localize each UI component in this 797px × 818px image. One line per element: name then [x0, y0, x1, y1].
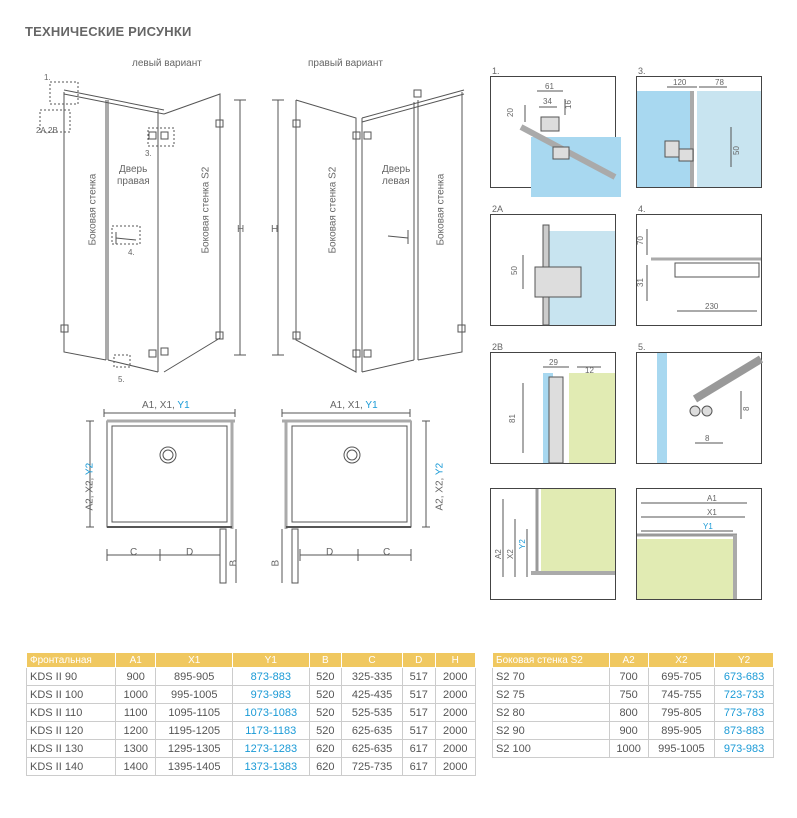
side-wall-table-header: [493, 653, 774, 668]
table-cell: 895-905: [156, 668, 233, 686]
right-variant-label: правый вариант: [308, 58, 383, 69]
col-header: Фронтальная: [27, 653, 116, 668]
d5-n8a: 8: [742, 406, 751, 411]
door-left-label-1: Дверь: [382, 164, 411, 175]
detail-3-id: 3.: [638, 66, 646, 76]
table-cell: 520: [309, 722, 342, 740]
table-cell: 617: [402, 758, 435, 776]
col-header: X2: [648, 653, 714, 668]
right-plan-a2x2-label: A2, X2, Y2: [434, 462, 446, 511]
table-cell: 900: [609, 722, 648, 740]
table-row: [493, 740, 774, 758]
table-cell: 1000: [116, 686, 156, 704]
door-right-label-2: правая: [117, 176, 150, 187]
table-cell: 750: [609, 686, 648, 704]
detail-4-id: 4.: [638, 204, 646, 214]
left-plan-a1x1-label: A1, X1, Y1: [142, 400, 190, 411]
d5-n8b: 8: [705, 434, 710, 443]
d4-n31: 31: [636, 278, 645, 287]
table-cell: 1300: [116, 740, 156, 758]
d7-y1: Y1: [703, 522, 713, 531]
table-cell: 673-683: [715, 668, 774, 686]
table-cell: 1000: [609, 740, 648, 758]
callout-3: 3.: [145, 149, 152, 158]
right-plan-drawing: [270, 405, 440, 595]
table-cell: 700: [609, 668, 648, 686]
side-wall-table: [492, 652, 774, 758]
right-plan-a1x1-label: A1, X1, Y1: [330, 400, 378, 411]
left-plan-d-label: D: [186, 547, 194, 558]
table-cell: 2000: [435, 758, 475, 776]
detail-2b-box: [490, 352, 616, 464]
table-cell: 1295-1305: [156, 740, 233, 758]
right-plan-b-label: B: [270, 559, 282, 567]
right-side-wall-label: Боковая стенка: [435, 173, 447, 246]
d3-n120: 120: [673, 78, 687, 87]
table-row: [493, 704, 774, 722]
d4-n70: 70: [636, 236, 645, 245]
d6-x2: X2: [506, 549, 515, 559]
table-cell: 795-805: [648, 704, 714, 722]
left-plan-drawing: [80, 405, 250, 595]
table-row: [27, 686, 476, 704]
table-cell: 973-983: [715, 740, 774, 758]
table-cell: 425-435: [342, 686, 403, 704]
table-row: [27, 704, 476, 722]
table-row: [27, 722, 476, 740]
d6-y2: Y2: [518, 539, 527, 549]
table-cell: 1373-1383: [233, 758, 310, 776]
table-cell: 517: [402, 722, 435, 740]
detail-2a-box: [490, 214, 616, 326]
d7-x1: X1: [707, 508, 717, 517]
left-plan-b-label: B: [228, 559, 240, 567]
d6-a2: A2: [494, 549, 503, 559]
door-right-label-1: Дверь: [119, 164, 148, 175]
col-header: Y1: [233, 653, 310, 668]
table-cell: 1095-1105: [156, 704, 233, 722]
table-cell: KDS II 100: [27, 686, 116, 704]
table-cell: 2000: [435, 740, 475, 758]
table-cell: 1195-1205: [156, 722, 233, 740]
table-cell: 520: [309, 704, 342, 722]
table-row: [27, 668, 476, 686]
table-row: [493, 686, 774, 704]
d7-a1: A1: [707, 494, 717, 503]
d1-n34: 34: [543, 97, 552, 106]
table-row: [27, 740, 476, 758]
detail-1-box: [490, 76, 616, 188]
col-header: A1: [116, 653, 156, 668]
left-plan-c-label: C: [130, 547, 138, 558]
table-cell: 1395-1405: [156, 758, 233, 776]
col-header: C: [342, 653, 403, 668]
table-cell: 1100: [116, 704, 156, 722]
d2b-n12: 12: [585, 366, 594, 375]
table-cell: S2 100: [493, 740, 610, 758]
frontal-table-header: [27, 653, 476, 668]
right-h-label: H: [271, 224, 279, 235]
d2b-n29: 29: [549, 358, 558, 367]
detail-5-box: [636, 352, 762, 464]
table-cell: 325-335: [342, 668, 403, 686]
table-cell: 625-635: [342, 740, 403, 758]
table-cell: 520: [309, 668, 342, 686]
table-row: [493, 722, 774, 740]
col-header: D: [402, 653, 435, 668]
table-row: [493, 668, 774, 686]
callout-2ab: 2A,2B: [36, 126, 58, 135]
d2a-n50: 50: [510, 266, 519, 275]
table-cell: KDS II 140: [27, 758, 116, 776]
table-cell: S2 70: [493, 668, 610, 686]
table-row: [27, 758, 476, 776]
left-elevation-drawing: [28, 70, 258, 390]
table-cell: KDS II 130: [27, 740, 116, 758]
d1-n61: 61: [545, 82, 554, 91]
table-cell: 995-1005: [648, 740, 714, 758]
table-cell: 620: [309, 758, 342, 776]
table-cell: 517: [402, 668, 435, 686]
table-cell: 2000: [435, 704, 475, 722]
col-header: H: [435, 653, 475, 668]
col-header: Y2: [715, 653, 774, 668]
d4-n230: 230: [705, 302, 719, 311]
table-cell: 517: [402, 704, 435, 722]
door-left-label-2: левая: [382, 176, 410, 187]
table-cell: 695-705: [648, 668, 714, 686]
left-plan-a2x2-label: A2, X2, Y2: [84, 462, 96, 511]
table-cell: 525-535: [342, 704, 403, 722]
table-cell: 617: [402, 740, 435, 758]
table-cell: S2 80: [493, 704, 610, 722]
detail-7-box: [636, 488, 762, 600]
table-cell: 723-733: [715, 686, 774, 704]
table-cell: 517: [402, 686, 435, 704]
right-plan-c-label: C: [383, 547, 391, 558]
table-cell: 1173-1183: [233, 722, 310, 740]
d1-n16: 16: [564, 100, 573, 109]
callout-4: 4.: [128, 248, 135, 257]
detail-3-box: [636, 76, 762, 188]
d3-n50: 50: [732, 146, 741, 155]
detail-1-id: 1.: [492, 66, 500, 76]
table-cell: 995-1005: [156, 686, 233, 704]
page-title: ТЕХНИЧЕСКИЕ РИСУНКИ: [25, 24, 192, 39]
table-cell: 1400: [116, 758, 156, 776]
table-cell: KDS II 120: [27, 722, 116, 740]
detail-4-box: [636, 214, 762, 326]
col-header: A2: [609, 653, 648, 668]
table-cell: 895-905: [648, 722, 714, 740]
table-cell: 745-755: [648, 686, 714, 704]
table-cell: 873-883: [715, 722, 774, 740]
col-header: B: [309, 653, 342, 668]
detail-2b-id: 2B: [492, 342, 504, 352]
table-cell: 1200: [116, 722, 156, 740]
callout-5: 5.: [118, 375, 125, 384]
table-cell: 620: [309, 740, 342, 758]
table-cell: 1273-1283: [233, 740, 310, 758]
col-header: Боковая стенка S2: [493, 653, 610, 668]
table-cell: S2 75: [493, 686, 610, 704]
detail-2a-id: 2A: [492, 204, 504, 214]
table-cell: 800: [609, 704, 648, 722]
table-cell: 2000: [435, 722, 475, 740]
table-cell: 873-883: [233, 668, 310, 686]
table-cell: 725-735: [342, 758, 403, 776]
right-side-wall-s2-label: Боковая стенка S2: [327, 166, 339, 254]
frontal-table: [26, 652, 476, 776]
table-cell: KDS II 110: [27, 704, 116, 722]
d1-n20: 20: [506, 108, 515, 117]
table-cell: 773-783: [715, 704, 774, 722]
table-cell: S2 90: [493, 722, 610, 740]
table-cell: KDS II 90: [27, 668, 116, 686]
callout-1: 1.: [44, 73, 51, 82]
detail-6-box: [490, 488, 616, 600]
table-cell: 900: [116, 668, 156, 686]
right-elevation-drawing: [268, 70, 478, 390]
table-cell: 2000: [435, 686, 475, 704]
right-plan-d-label: D: [326, 547, 334, 558]
table-cell: 1073-1083: [233, 704, 310, 722]
table-cell: 973-983: [233, 686, 310, 704]
col-header: X1: [156, 653, 233, 668]
detail-5-id: 5.: [638, 342, 646, 352]
left-h-label: H: [237, 224, 245, 235]
d2b-n81: 81: [508, 414, 517, 423]
table-cell: 2000: [435, 668, 475, 686]
left-side-wall-label: Боковая стенка: [87, 173, 99, 246]
left-variant-label: левый вариант: [132, 58, 202, 69]
d3-n78: 78: [715, 78, 724, 87]
table-cell: 625-635: [342, 722, 403, 740]
table-cell: 520: [309, 686, 342, 704]
left-side-wall-s2-label: Боковая стенка S2: [200, 166, 212, 254]
